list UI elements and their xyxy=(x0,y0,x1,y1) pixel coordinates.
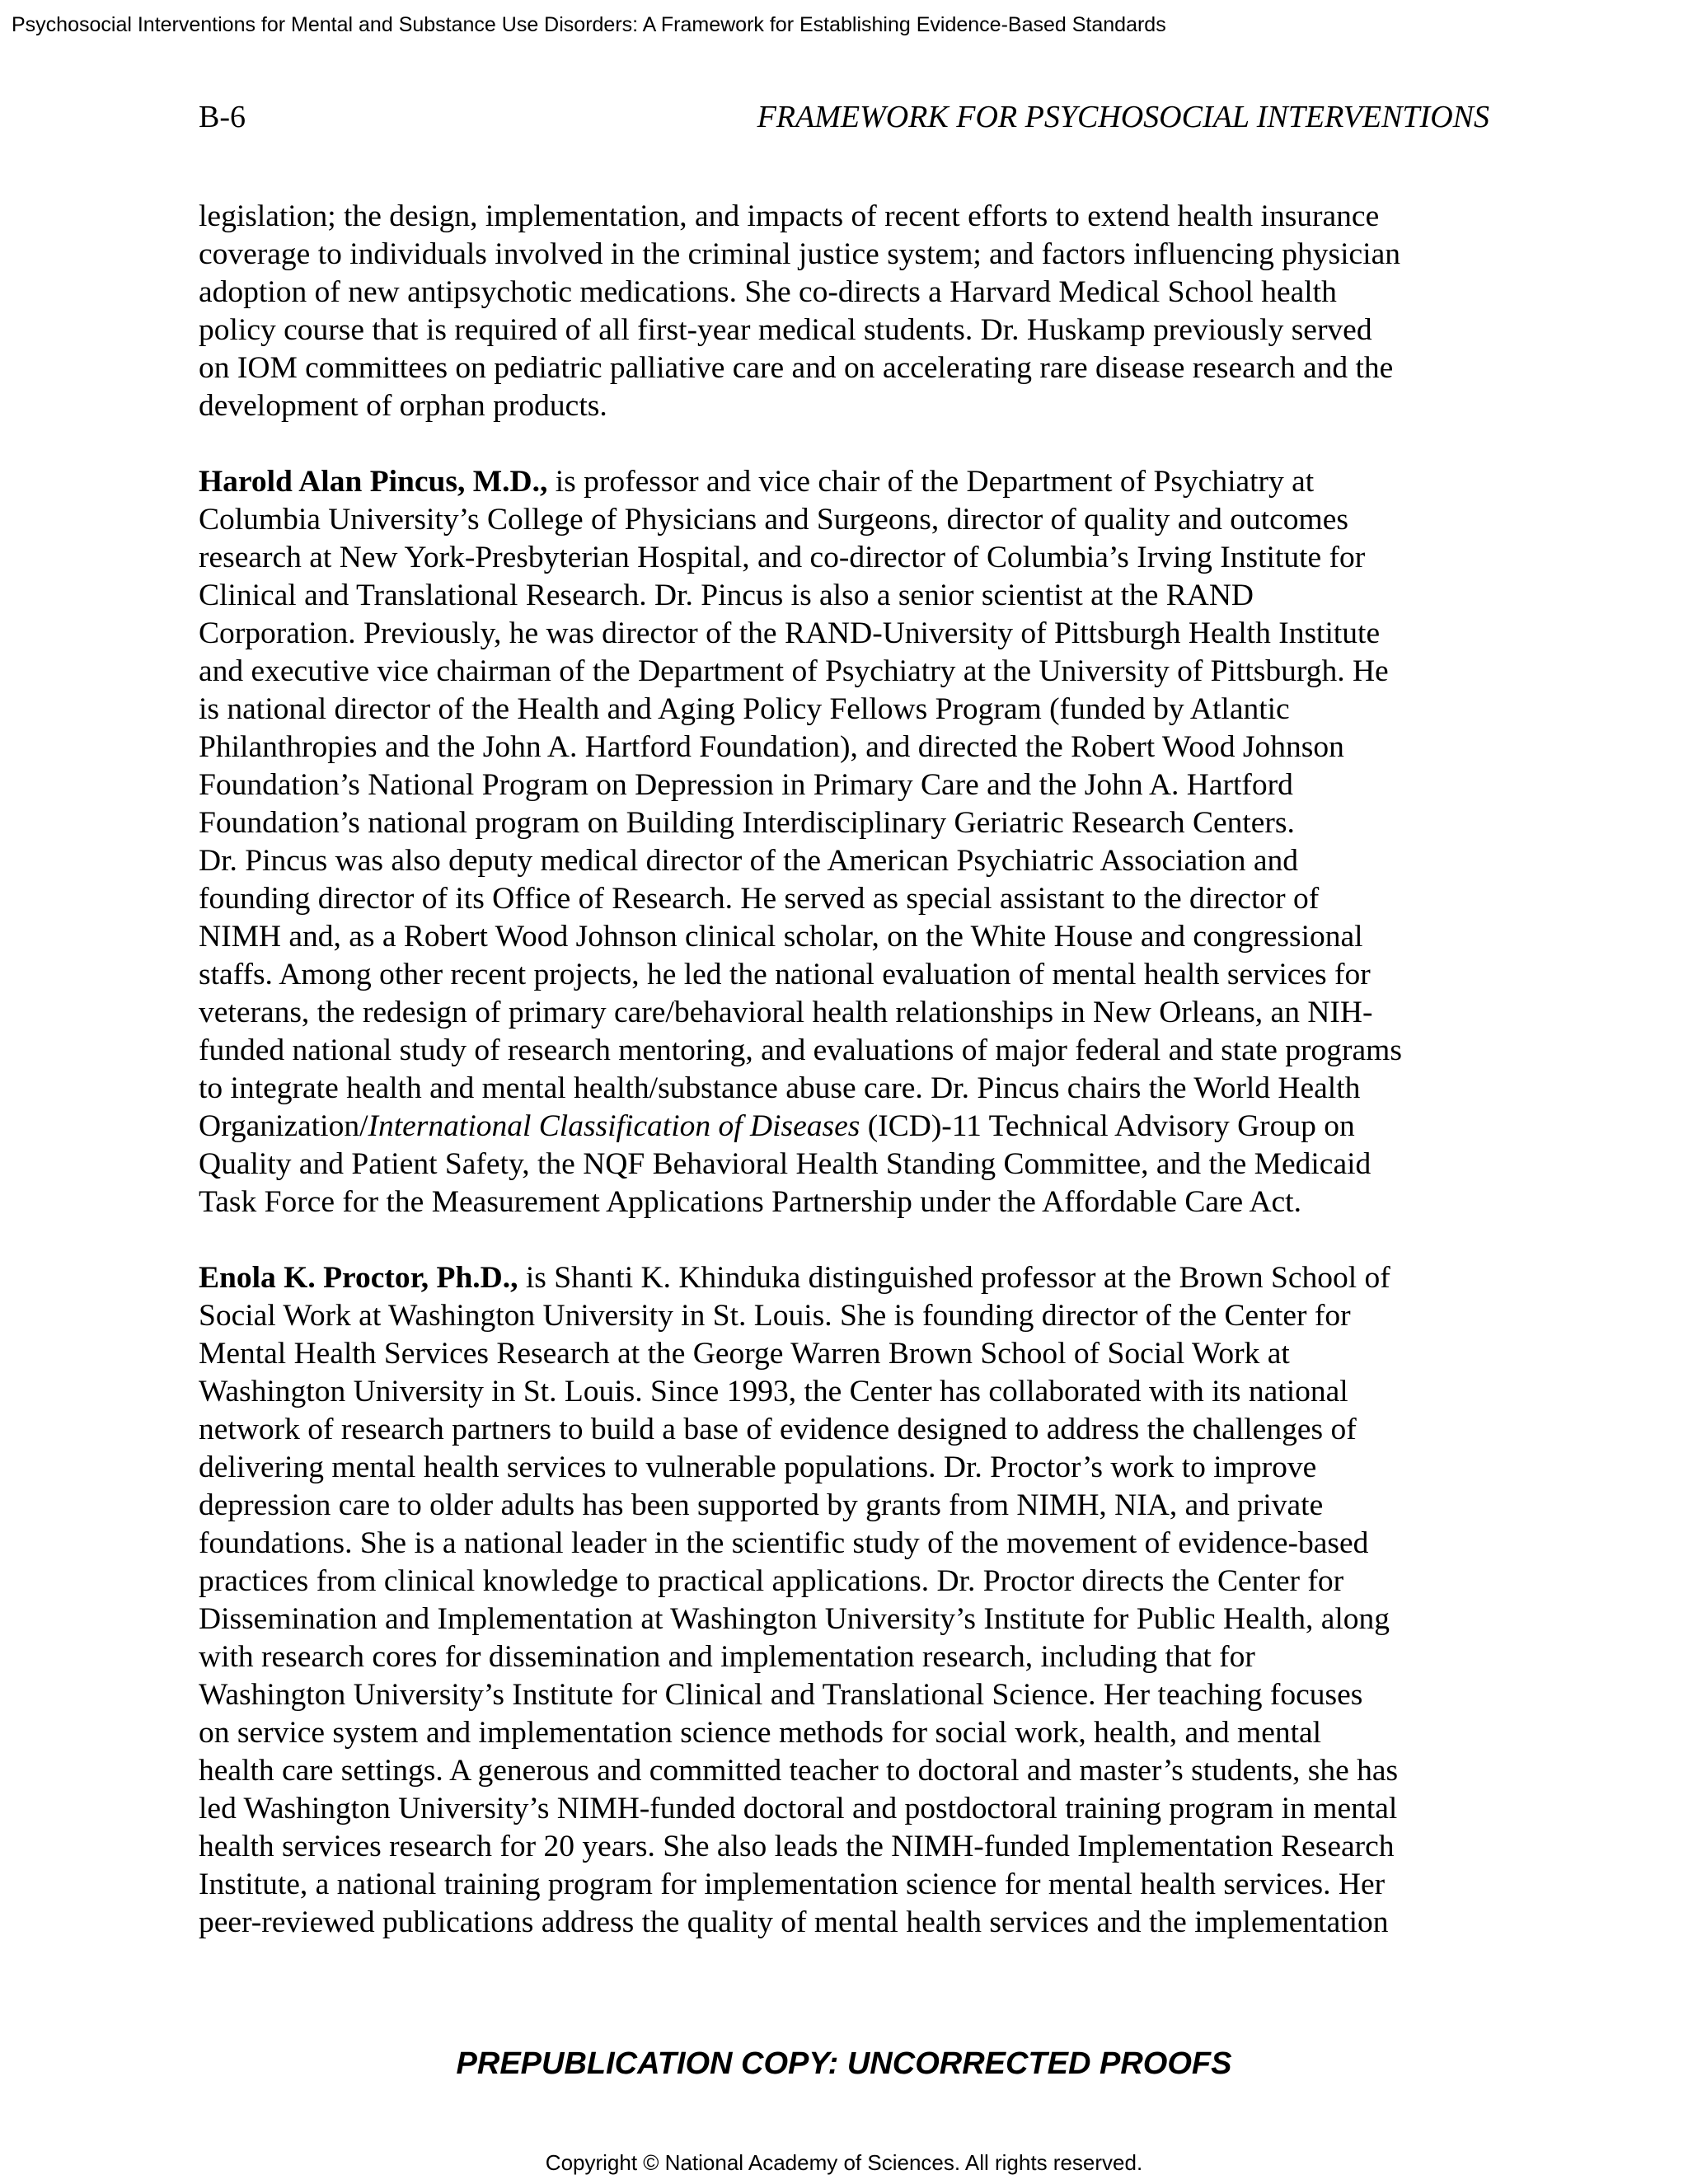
report-title-banner: Psychosocial Interventions for Mental and Substance Use Disorders: A Framework for Establishing Evidence-Based Standards xyxy=(12,13,1166,36)
paragraph-proctor-bio xyxy=(199,1259,1493,1942)
text-line: staffs. Among other recent projects, he led the national evaluation of mental health services for xyxy=(199,958,1371,991)
text-line: Dr. Pincus was also deputy medical director of the American Psychiatric Association and xyxy=(199,844,1299,878)
icd-title-italic: International Classification of Diseases xyxy=(368,1109,860,1143)
text-line: Mental Health Services Research at the George Warren Brown School of Social Work at xyxy=(199,1337,1290,1371)
text-line: Institute, a national training program for implementation science for mental health services. Her xyxy=(199,1868,1386,1901)
text-line: policy course that is required of all first-year medical students. Dr. Huskamp previously served xyxy=(199,313,1372,347)
bio-first-line-text: is Shanti K. Khinduka distinguished professor at the Brown School of xyxy=(518,1261,1390,1295)
text-line: foundations. She is a national leader in the scientific study of the movement of evidence-based xyxy=(199,1526,1369,1560)
text-line xyxy=(199,1259,1493,1297)
text-line: development of orphan products. xyxy=(199,389,607,423)
icd-line-prefix: Organization/ xyxy=(199,1109,368,1143)
text-line: NIMH and, as a Robert Wood Johnson clinical scholar, on the White House and congressional xyxy=(199,920,1363,954)
paragraph-pincus-bio xyxy=(199,463,1493,1221)
text-line: health services research for 20 years. She also leads the NIMH-funded Implementation Research xyxy=(199,1830,1395,1863)
text-line: practices from clinical knowledge to practical applications. Dr. Proctor directs the Center for xyxy=(199,1564,1344,1598)
copyright-notice: Copyright © National Academy of Sciences. All rights reserved. xyxy=(545,2150,1143,2175)
text-line: with research cores for dissemination and implementation research, including that for xyxy=(199,1640,1255,1674)
running-head xyxy=(199,96,1489,138)
text-line: and executive vice chairman of the Department of Psychiatry at the University of Pittsburgh. He xyxy=(199,654,1389,688)
text-line: is national director of the Health and Aging Policy Fellows Program (funded by Atlantic xyxy=(199,692,1290,726)
text-line: Clinical and Translational Research. Dr. Pincus is also a senior scientist at the RAND xyxy=(199,579,1254,612)
text-line: Washington University in St. Louis. Since 1993, the Center has collaborated with its national xyxy=(199,1375,1348,1408)
text-line: depression care to older adults has been supported by grants from NIMH, NIA, and private xyxy=(199,1488,1324,1522)
bio-name: Enola K. Proctor, Ph.D., xyxy=(199,1261,518,1295)
text-line: Foundation’s national program on Building Interdisciplinary Geriatric Research Centers. xyxy=(199,806,1295,840)
text-line: Foundation’s National Program on Depression in Primary Care and the John A. Hartford xyxy=(199,768,1293,802)
text-line: network of research partners to build a base of evidence designed to address the challenges of xyxy=(199,1413,1357,1446)
body-text xyxy=(199,198,1493,1942)
text-line: founding director of its Office of Research. He served as special assistant to the director of xyxy=(199,882,1320,916)
page-number: B-6 xyxy=(199,100,246,134)
text-line: coverage to individuals involved in the criminal justice system; and factors influencing physician xyxy=(199,237,1400,271)
text-line: to integrate health and mental health/substance abuse care. Dr. Pincus chairs the World Health xyxy=(199,1071,1361,1105)
text-line: Washington University’s Institute for Clinical and Translational Science. Her teaching focuses xyxy=(199,1678,1363,1712)
icd-line-suffix: (ICD)-11 Technical Advisory Group on xyxy=(860,1109,1355,1143)
text-line: research at New York-Presbyterian Hospital, and co-director of Columbia’s Irving Institute for xyxy=(199,541,1366,574)
text-line xyxy=(199,463,1493,501)
text-line: on service system and implementation science methods for social work, health, and mental xyxy=(199,1716,1322,1750)
text-line: on IOM committees on pediatric palliative care and on accelerating rare disease research and the xyxy=(199,351,1394,385)
text-line: adoption of new antipsychotic medications. She co-directs a Harvard Medical School health xyxy=(199,275,1337,309)
text-line: led Washington University’s NIMH-funded doctoral and postdoctoral training program in mental xyxy=(199,1792,1398,1825)
text-line: funded national study of research mentoring, and evaluations of major federal and state programs xyxy=(199,1033,1402,1067)
bio-name: Harold Alan Pincus, M.D., xyxy=(199,465,548,499)
text-line: Columbia University’s College of Physicians and Surgeons, director of quality and outcomes xyxy=(199,503,1348,537)
text-line: legislation; the design, implementation, and impacts of recent efforts to extend health insurance xyxy=(199,199,1380,233)
prepublication-stamp: PREPUBLICATION COPY: UNCORRECTED PROOFS xyxy=(456,2046,1232,2081)
text-line: health care settings. A generous and committed teacher to doctoral and master’s students, she has xyxy=(199,1754,1399,1788)
paragraph-continuation xyxy=(199,198,1493,425)
text-line: Task Force for the Measurement Applications Partnership under the Affordable Care Act. xyxy=(199,1185,1301,1219)
text-line: Philanthropies and the John A. Hartford Foundation), and directed the Robert Wood Johnson xyxy=(199,730,1344,764)
running-title: FRAMEWORK FOR PSYCHOSOCIAL INTERVENTIONS xyxy=(757,100,1489,134)
text-line: Quality and Patient Safety, the NQF Behavioral Health Standing Committee, and the Medicaid xyxy=(199,1147,1372,1181)
text-line: Social Work at Washington University in St. Louis. She is founding director of the Center for xyxy=(199,1299,1351,1333)
text-line: Corporation. Previously, he was director of the RAND-University of Pittsburgh Health Institute xyxy=(199,616,1381,650)
bio-first-line-text: is professor and vice chair of the Department of Psychiatry at xyxy=(547,465,1315,499)
text-line: Dissemination and Implementation at Washington University’s Institute for Public Health, along xyxy=(199,1602,1390,1636)
text-line: peer-reviewed publications address the quality of mental health services and the implementation xyxy=(199,1905,1389,1939)
text-line xyxy=(199,1108,1493,1146)
text-line: delivering mental health services to vulnerable populations. Dr. Proctor’s work to improve xyxy=(199,1451,1317,1484)
text-line: veterans, the redesign of primary care/behavioral health relationships in New Orleans, an NIH- xyxy=(199,996,1373,1029)
